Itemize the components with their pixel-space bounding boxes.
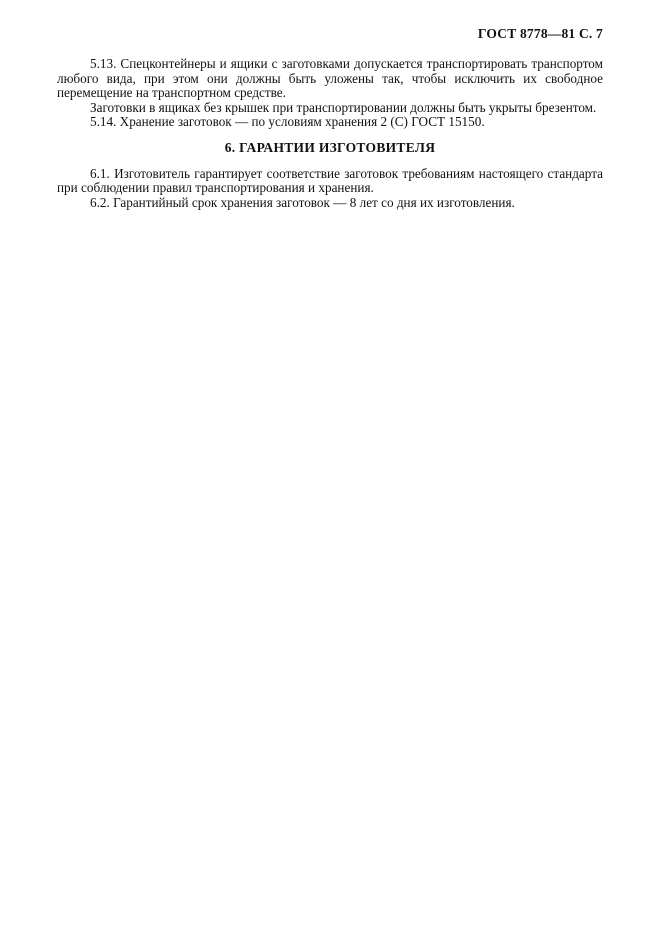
paragraph-5-14: 5.14. Хранение заготовок — по условиям хранения 2 (С) ГОСТ 15150.: [90, 114, 485, 130]
paragraph-5-13-note: Заготовки в ящиках без крышек при транспортировании должны быть укрыты брезентом.: [90, 99, 597, 115]
document-body: [57, 57, 603, 210]
paragraph-6-2: 6.2. Гарантийный срок хранения заготовок — 8 лет со дня их изготовления.: [90, 194, 515, 210]
paragraph-6-1: 6.1. Изготовитель гарантирует соответствие заготовок требованиям настоящего стандарта при соблюдении правил транспортирования и хранения.: [57, 165, 603, 196]
paragraph-5-13: 5.13. Спецконтейнеры и ящики с заготовками допускается транспортировать транспортом любого вида, при этом они должны быть уложены так, чтобы исключить их свободное перемещение на транспортном средстве.: [57, 56, 603, 101]
section-6-heading: 6. ГАРАНТИИ ИЗГОТОВИТЕЛЯ: [224, 139, 436, 155]
page-header-doc-ref: ГОСТ 8778—81 С. 7: [477, 26, 603, 41]
